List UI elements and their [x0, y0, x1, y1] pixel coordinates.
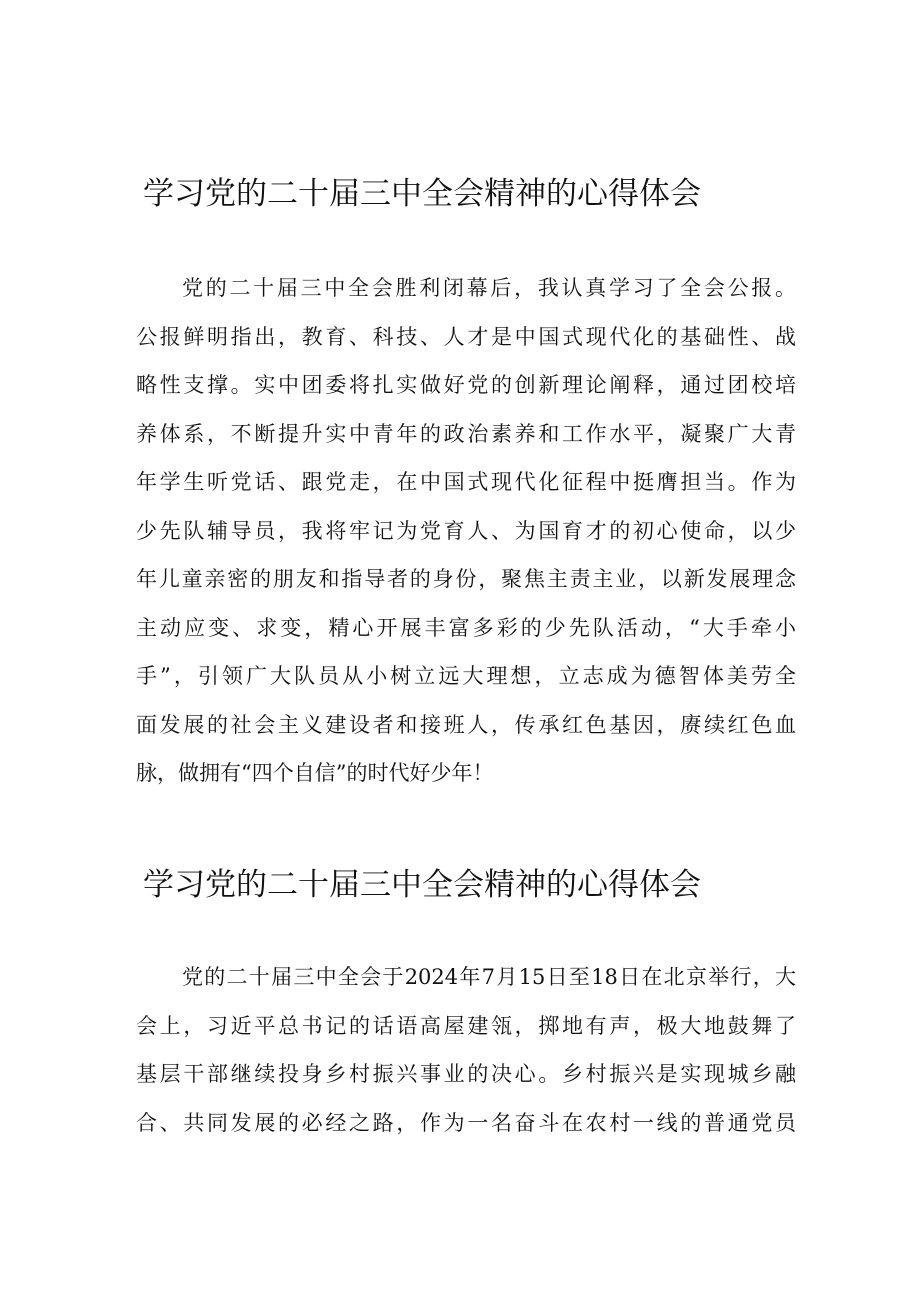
paragraph-line: 面发展的社会主义建设者和接班人，传承红色基因，赓续红色血: [136, 712, 796, 737]
paragraph-line: 手”，引领广大队员从小树立远大理想，立志成为德智体美劳全: [136, 664, 796, 688]
paragraph-line: 年学生听党话、跟党走，在中国式现代化征程中挺膺担当。作为: [136, 470, 796, 494]
paragraph-line: 年儿童亲密的朋友和指导者的身份，聚焦主责主业，以新发展理念: [136, 567, 796, 591]
paragraph-line: 党的二十届三中全会胜利闭幕后，我认真学习了全会公报。: [182, 276, 796, 300]
paragraph-line: 少先队辅导员，我将牢记为党育人、为国育才的初心使命，以少: [136, 518, 796, 543]
section-paragraph: [136, 953, 796, 1147]
paragraph-line: 脉，做拥有“四个自信”的时代好少年！: [136, 761, 494, 785]
section-title: 学习党的二十届三中全会精神的心得体会: [143, 176, 701, 212]
paragraph-line: 合、共同发展的必经之路，作为一名奋斗在农村一线的普通党员: [136, 1110, 796, 1135]
paragraph-line: 主动应变、求变，精心开展丰富多彩的少先队活动，“大手牵小: [136, 615, 796, 640]
paragraph-line: 会上，习近平总书记的话语高屋建瓴，掷地有声，极大地鼓舞了: [136, 1013, 796, 1038]
section-title: 学习党的二十届三中全会精神的心得体会: [143, 867, 701, 903]
paragraph-line: 公报鲜明指出，教育、科技、人才是中国式现代化的基础性、战: [136, 324, 796, 349]
section-paragraph: [136, 264, 796, 798]
paragraph-line: 养体系，不断提升实中青年的政治素养和工作水平，凝聚广大青: [136, 421, 796, 446]
paragraph-line: 略性支撑。实中团委将扎实做好党的创新理论阐释，通过团校培: [136, 373, 796, 397]
paragraph-line: 基层干部继续投身乡村振兴事业的决心。乡村振兴是实现城乡融: [136, 1062, 796, 1086]
paragraph-line: 党的二十届三中全会于2024年7月15日至18日在北京举行，大: [182, 965, 796, 989]
